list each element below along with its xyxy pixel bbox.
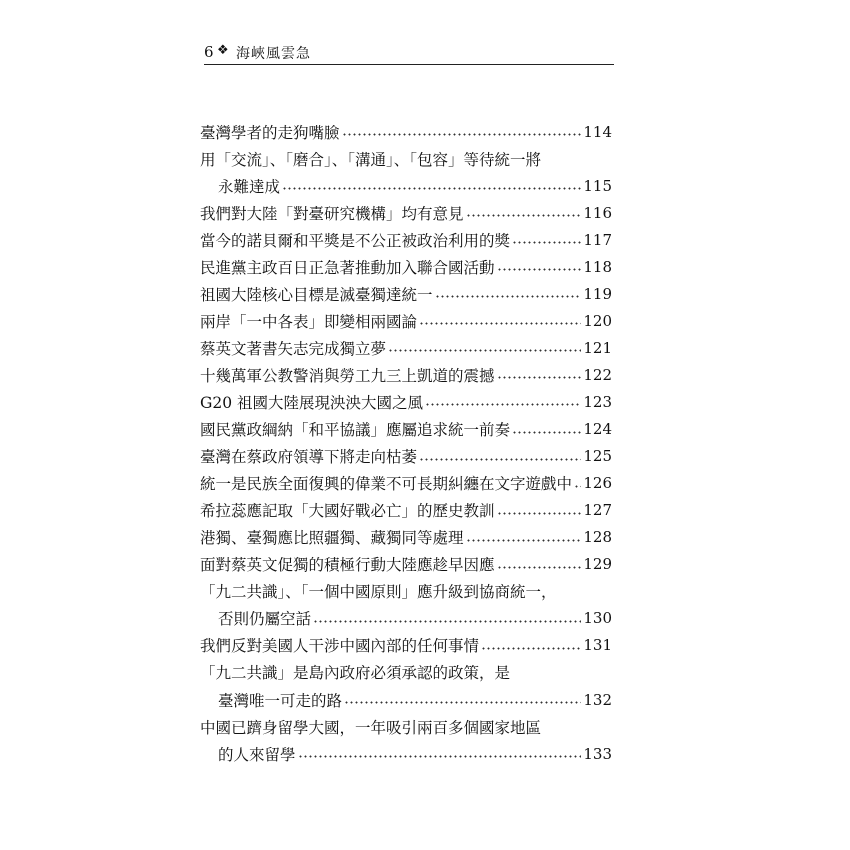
toc-entry-line <box>200 361 612 388</box>
toc-entry-line <box>200 118 612 145</box>
dot-leader <box>497 566 582 569</box>
toc-entry-title: G20 祖國大陸展現泱泱大國之風 <box>200 393 424 412</box>
dot-leader <box>282 187 581 190</box>
toc-entry-title: 用「交流」、「磨合」、「溝通」、「包容」等待統一將 <box>200 150 542 169</box>
toc-entry-title: 國民黨政綱納「和平協議」應屬追求統一前奏 <box>200 421 511 440</box>
toc-entry-line <box>200 199 612 226</box>
dot-leader <box>512 431 581 434</box>
toc-entry-title: 否則仍屬空話 <box>218 610 312 629</box>
toc-entry-line <box>200 713 612 740</box>
toc-entry-title: 統一是民族全面復興的偉業不可長期糾纏在文字遊戲中 <box>200 475 573 494</box>
dot-leader <box>313 620 581 623</box>
toc-entry-line <box>200 740 612 767</box>
toc-page-number: 126 <box>583 474 612 493</box>
toc-entry-line <box>200 388 612 415</box>
toc-entry-title: 我們對大陸「對臺研究機構」均有意見 <box>200 204 464 223</box>
toc-page-number: 118 <box>583 257 612 276</box>
toc-entry-line <box>200 416 612 443</box>
running-header <box>204 40 614 68</box>
toc-entry-line <box>200 605 612 632</box>
toc-entry-title: 當今的諾貝爾和平獎是不公正被政治利用的獎 <box>200 231 511 250</box>
toc-page-number: 131 <box>583 636 612 655</box>
toc-entry-title: 「九二共識」、「一個中國原則」應升級到協商統一， <box>200 583 557 602</box>
table-of-contents <box>200 118 612 767</box>
toc-entry-line <box>200 578 612 605</box>
dot-leader <box>342 133 582 136</box>
toc-entry-title: 的人來留學 <box>218 745 296 764</box>
dot-leader <box>419 322 581 325</box>
toc-entry-title: 「九二共識」是島內政府必須承認的政策，是 <box>200 664 511 683</box>
toc-page-number: 119 <box>583 284 612 303</box>
toc-page-number: 127 <box>583 501 612 520</box>
dot-leader <box>425 403 581 406</box>
toc-entry-line <box>200 145 612 172</box>
toc-page-number: 124 <box>583 420 612 439</box>
toc-page-number: 132 <box>583 690 612 709</box>
toc-entry-line <box>200 686 612 713</box>
toc-entry-line <box>200 253 612 280</box>
toc-page-number: 128 <box>583 528 612 547</box>
toc-entry-title: 中國已躋身留學大國，一年吸引兩百多個國家地區 <box>200 718 542 737</box>
dot-leader <box>466 539 582 542</box>
toc-entry-line <box>200 497 612 524</box>
dot-leader <box>344 701 581 704</box>
toc-entry-line <box>200 470 612 497</box>
toc-entry-line <box>200 659 612 686</box>
toc-entry-title: 臺灣在蔡政府領導下將走向枯萎 <box>200 448 418 467</box>
dot-leader <box>574 485 581 488</box>
toc-entry-title: 我們反對美國人干涉中國內部的任何事情 <box>200 637 480 656</box>
toc-entry-title: 港獨、臺獨應比照疆獨、藏獨同等處理 <box>200 529 464 548</box>
toc-page-number: 121 <box>583 338 612 357</box>
ornament-icon: ❖ <box>217 43 229 58</box>
toc-entry-line <box>200 524 612 551</box>
toc-page-number: 123 <box>583 392 612 411</box>
running-title: 海峽風雲急 <box>236 46 311 62</box>
toc-entry-title: 十幾萬軍公教警消與勞工九三上凱道的震撼 <box>200 366 495 385</box>
toc-entry-title: 民進黨主政百日正急著推動加入聯合國活動 <box>200 258 495 277</box>
toc-page-number: 133 <box>583 744 612 763</box>
toc-entry-line <box>200 280 612 307</box>
toc-entry-line <box>200 443 612 470</box>
toc-page-number: 122 <box>583 365 612 384</box>
dot-leader <box>497 268 582 271</box>
toc-entry-title: 希拉蕊應記取「大國好戰必亡」的歷史教訓 <box>200 502 495 521</box>
dot-leader <box>435 295 582 298</box>
dot-leader <box>388 349 581 352</box>
toc-page-number: 129 <box>583 555 612 574</box>
header-rule <box>204 64 614 65</box>
toc-entry-title: 兩岸「一中各表」即變相兩國論 <box>200 312 418 331</box>
toc-page-number: 130 <box>583 609 612 628</box>
toc-entry-line <box>200 551 612 578</box>
dot-leader <box>481 647 581 650</box>
toc-page-number: 117 <box>583 230 612 249</box>
toc-page-number: 116 <box>583 203 612 222</box>
toc-entry-line <box>200 334 612 361</box>
toc-entry-line <box>200 172 612 199</box>
page-number: 6 <box>204 43 214 61</box>
dot-leader <box>497 376 582 379</box>
toc-entry-line <box>200 632 612 659</box>
dot-leader <box>419 458 581 461</box>
dot-leader <box>512 241 581 244</box>
dot-leader <box>466 214 582 217</box>
toc-entry-line <box>200 226 612 253</box>
toc-entry-title: 臺灣學者的走狗嘴臉 <box>200 123 340 142</box>
toc-entry-title: 永難達成 <box>218 177 281 196</box>
toc-entry-title: 臺灣唯一可走的路 <box>218 691 343 710</box>
toc-page-number: 115 <box>583 176 612 195</box>
toc-page-number: 114 <box>583 122 612 141</box>
toc-page-number: 125 <box>583 447 612 466</box>
dot-leader <box>298 755 582 758</box>
toc-entry-title: 蔡英文著書矢志完成獨立夢 <box>200 339 387 358</box>
toc-entry-title: 面對蔡英文促獨的積極行動大陸應趁早因應 <box>200 556 495 575</box>
toc-entry-title: 祖國大陸核心目標是滅臺獨達統一 <box>200 285 433 304</box>
toc-page-number: 120 <box>583 311 612 330</box>
toc-entry-line <box>200 307 612 334</box>
dot-leader <box>497 512 582 515</box>
